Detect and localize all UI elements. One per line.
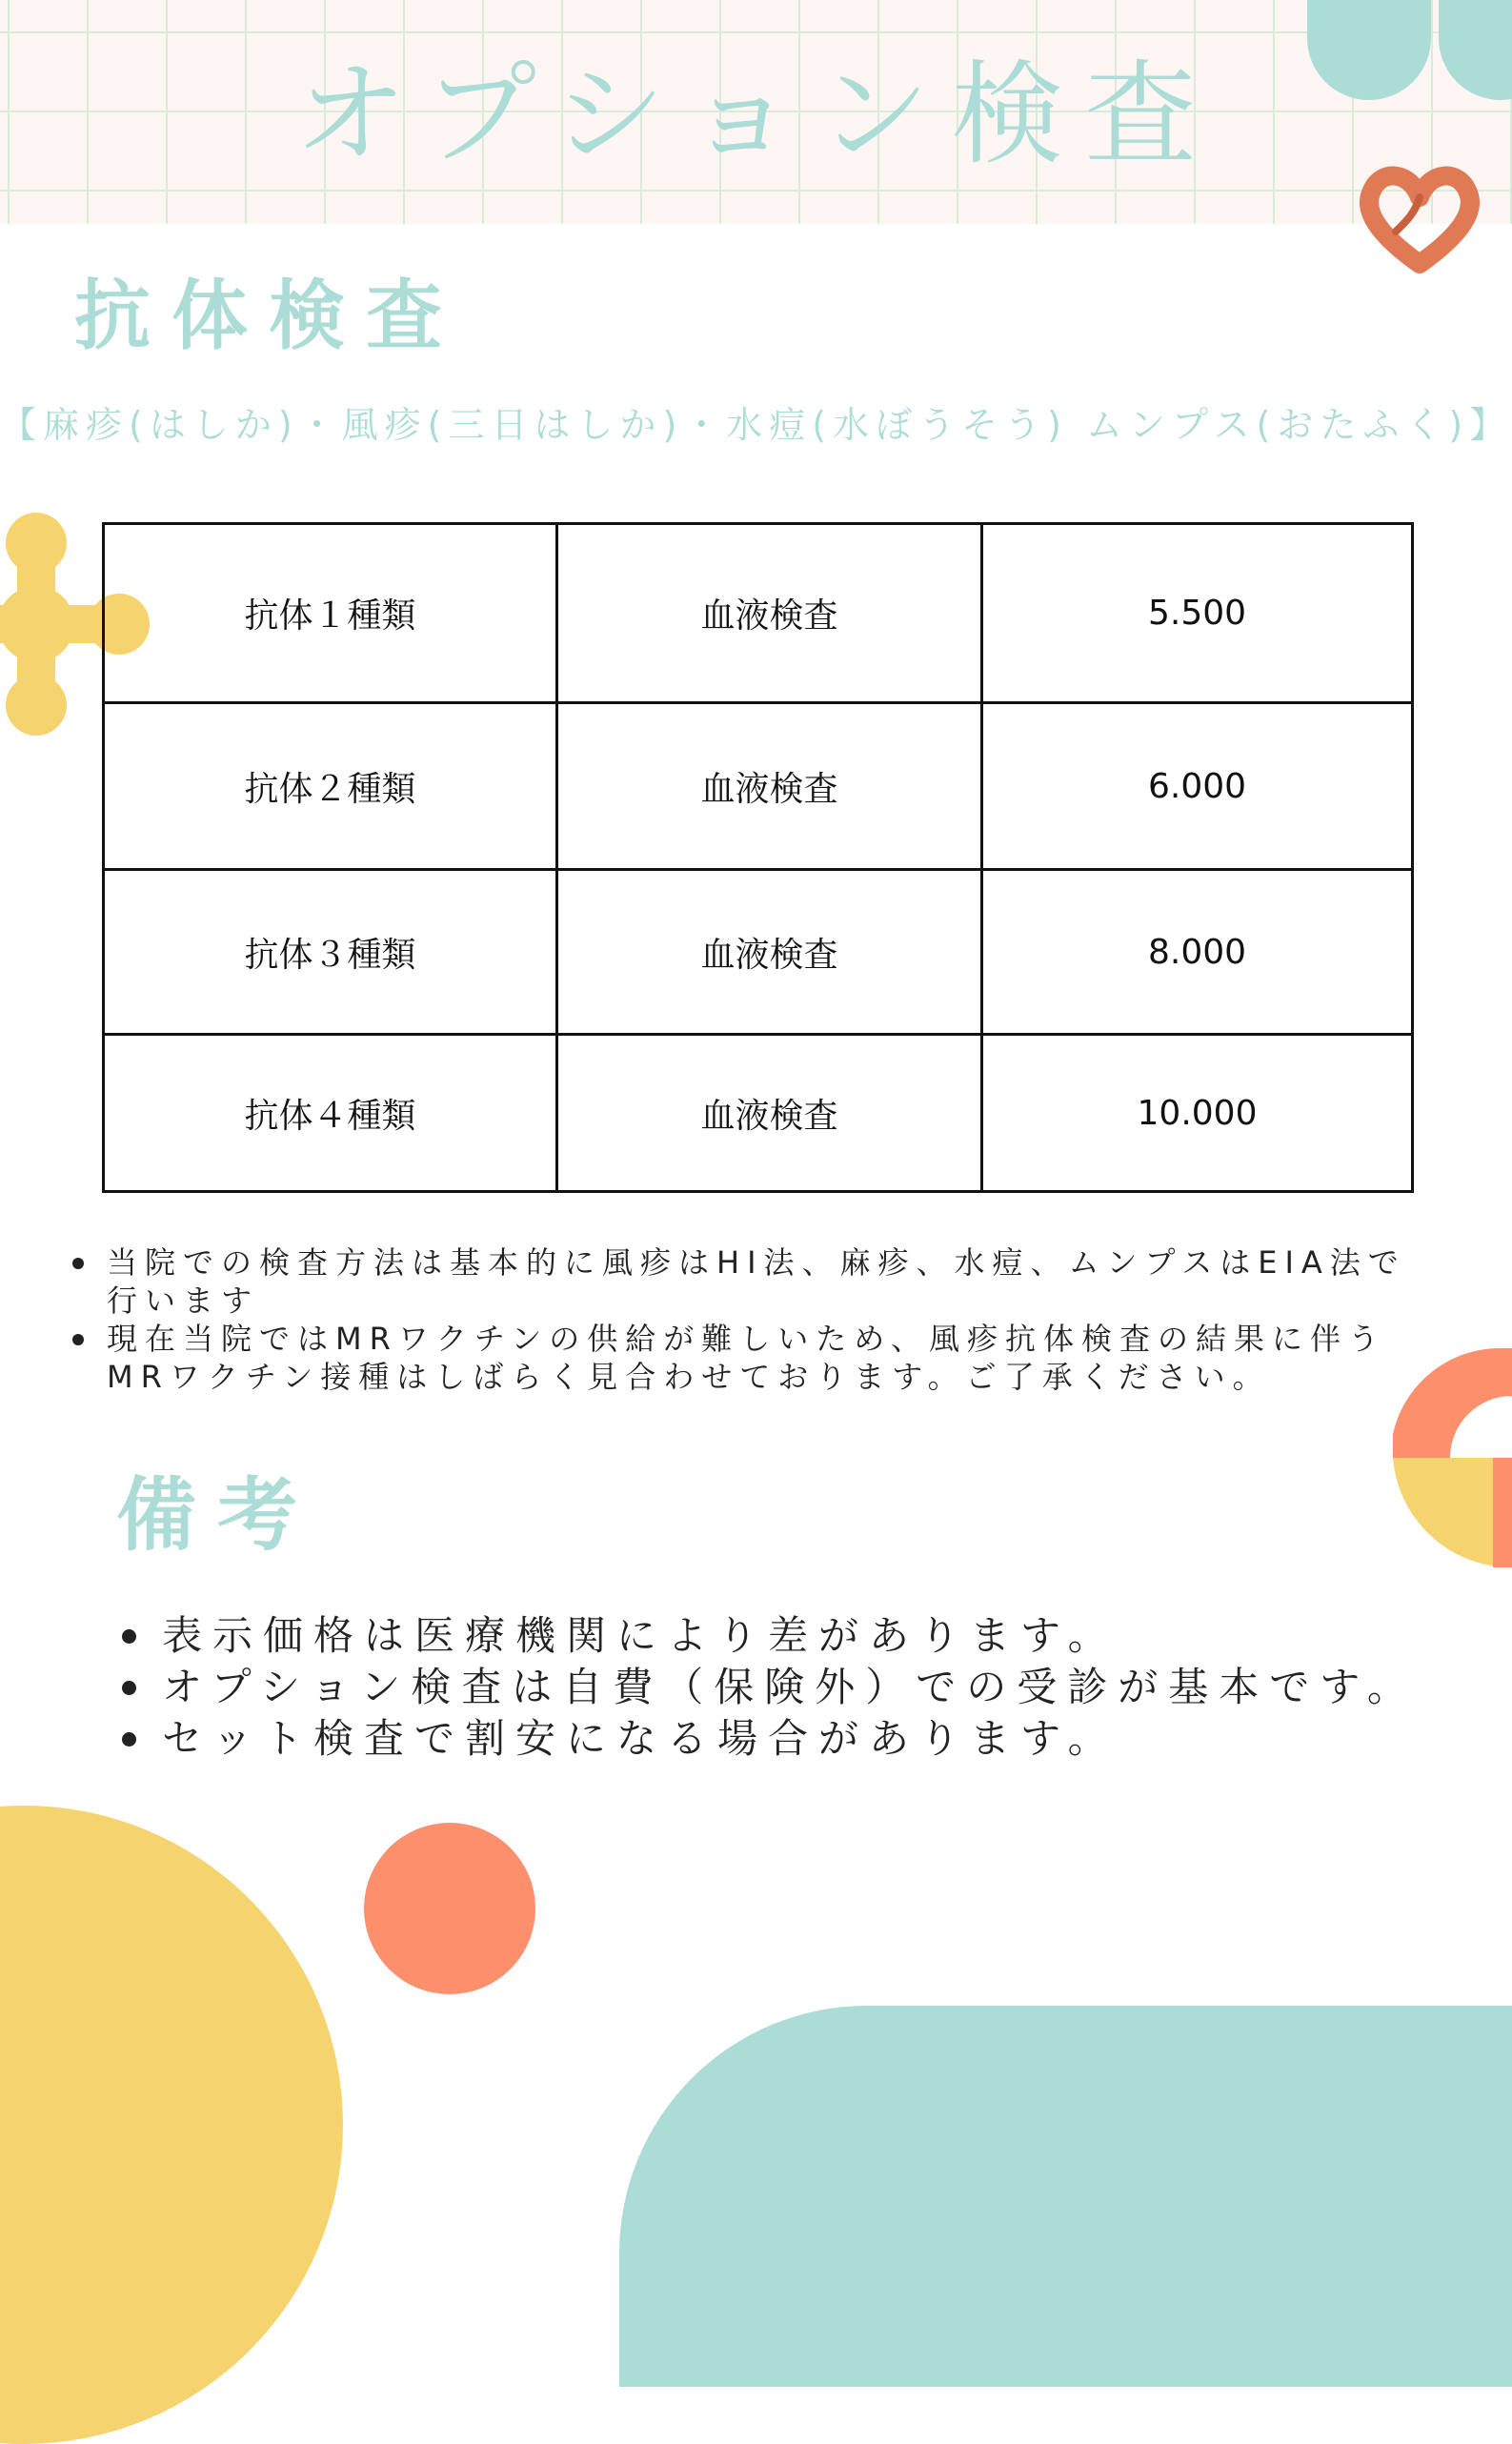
remarks-list (162, 1610, 1496, 1765)
table-row (104, 870, 1413, 1035)
note-item: 現在当院ではMRワクチンの供給が難しいため、風疹抗体検査の結果に伴うMRワクチン接種はしばらく見合わせております。ご了承ください。 (107, 1320, 1441, 1396)
table-cell-price: 8.000 (982, 870, 1413, 1035)
remarks-section-title: 備考 (116, 1468, 319, 1562)
table-cell-method: 血液検査 (557, 703, 982, 870)
table-cell-method: 血液検査 (557, 870, 982, 1035)
yellow-circle-decoration (0, 1806, 343, 2444)
table-cell-price: 5.500 (982, 524, 1413, 703)
orange-circle-decoration (364, 1823, 535, 1994)
notes-list (107, 1243, 1441, 1396)
note-item: 当院での検査方法は基本的に風疹はHI法、麻疹、水痘、ムンプスはEIA法で行います (107, 1243, 1441, 1320)
price-table (102, 522, 1414, 1193)
table-cell-price: 10.000 (982, 1035, 1413, 1192)
table-cell-item: 抗体３種類 (104, 870, 557, 1035)
table-row (104, 1035, 1413, 1192)
table-cell-method: 血液検査 (557, 524, 982, 703)
table-cell-item: 抗体２種類 (104, 703, 557, 870)
table-cell-price: 6.000 (982, 703, 1413, 870)
antibody-section-title: 抗体検査 (74, 272, 463, 360)
remark-item: オプション検査は自費（保険外）での受診が基本です。 (162, 1662, 1496, 1713)
geometric-quarter-circles-decoration (1393, 1348, 1512, 1567)
antibody-section-subtitle: 【麻疹(はしか)・風疹(三日はしか)・水痘(水ぼうそう) ムンプス(おたふく)】 (0, 404, 1512, 446)
remark-item: 表示価格は医療機関により差があります。 (162, 1610, 1496, 1662)
page-title: オプション検査 (293, 49, 1219, 180)
table-row (104, 703, 1413, 870)
table-cell-method: 血液検査 (557, 1035, 982, 1192)
table-row (104, 524, 1413, 703)
remark-item: セット検査で割安になる場合があります。 (162, 1713, 1496, 1765)
table-cell-item: 抗体１種類 (104, 524, 557, 703)
table-cell-item: 抗体４種類 (104, 1035, 557, 1192)
teal-shape-decoration (619, 2006, 1512, 2387)
